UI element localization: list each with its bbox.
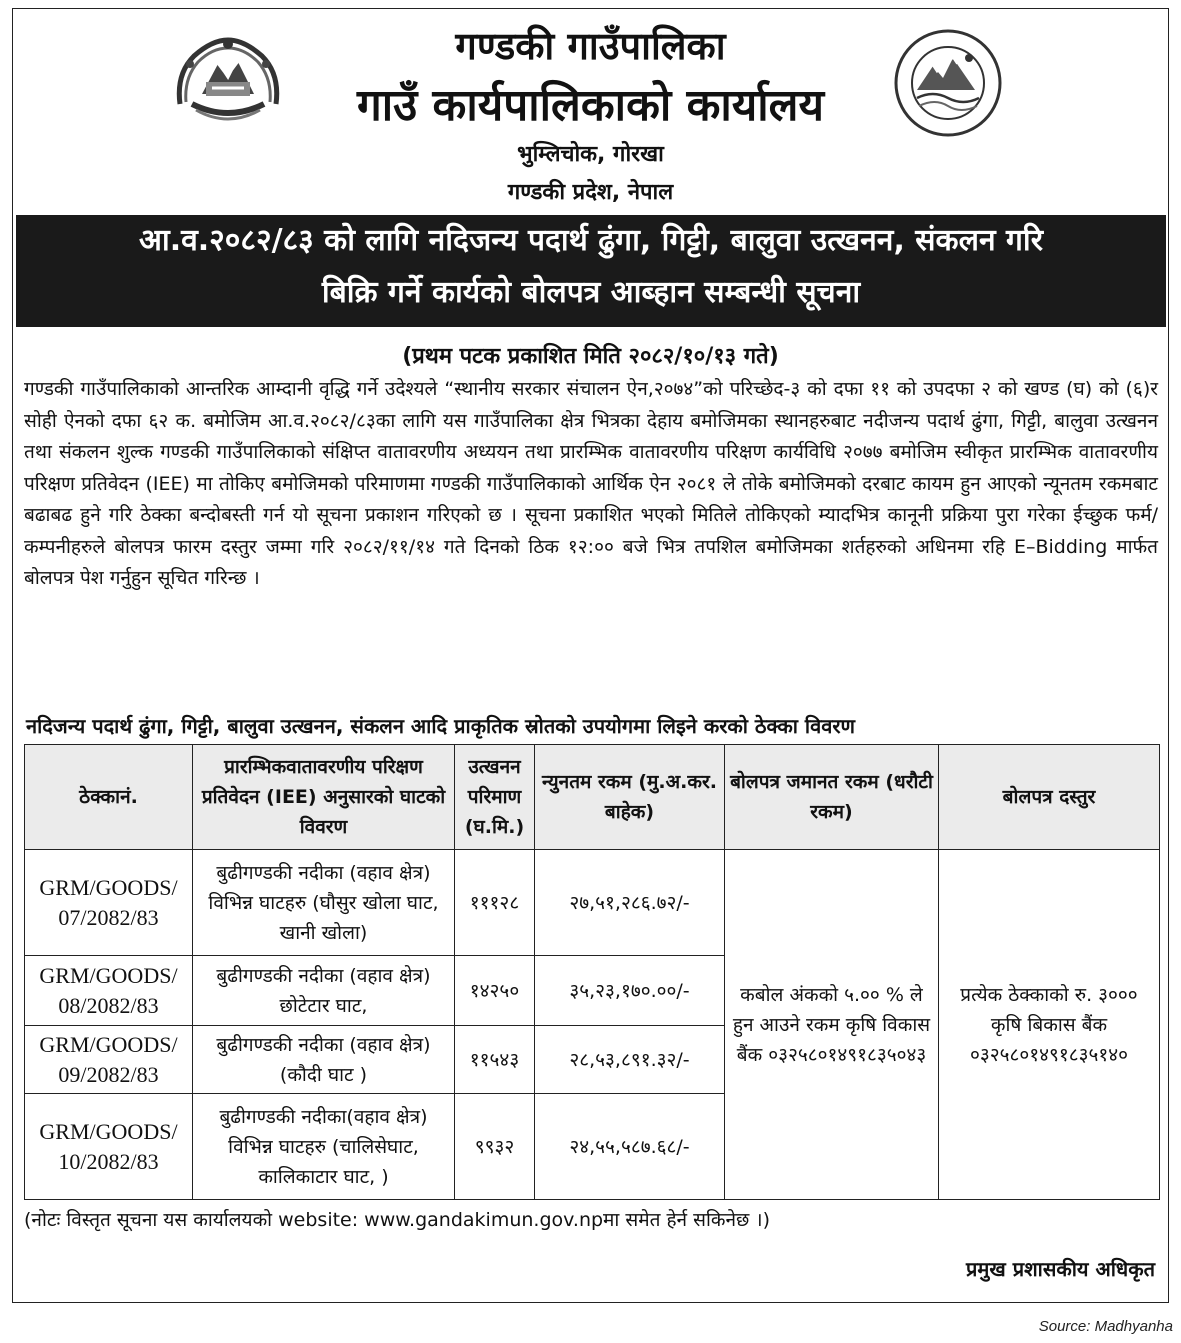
notice-title-banner (16, 215, 1166, 327)
quantity-cell: ९९३२ (455, 1094, 535, 1200)
contract-no-cell: GRM/GOODS/ 09/2082/83 (25, 1026, 193, 1094)
contract-no-cell: GRM/GOODS/ 10/2082/83 (25, 1094, 193, 1200)
min-amount-cell: २४,५५,५८७.६८/- (535, 1094, 725, 1200)
min-amount-cell: ३५,२३,१७०.००/- (535, 956, 725, 1026)
source-credit: Source: Madhyanha (1038, 1318, 1173, 1335)
municipality-name: गण्डकी गाउँपालिका (455, 24, 726, 68)
address-line-2: गण्डकी प्रदेश, नेपाल (507, 180, 674, 205)
address-line-1: भुम्लिचोक, गोरखा (517, 142, 664, 167)
header-min-amount: न्युनतम रकम (मु.अ.कर. बाहेक) (535, 745, 725, 850)
table-row (25, 850, 1160, 956)
location-cell: बुढीगण्डकी नदीका (वहाव क्षेत्र) विभिन्न घाटहरु (घौसुर खोला घाट, खानी खोला) (193, 850, 455, 956)
bid-fee-cell: प्रत्येक ठेक्काको रु. ३००० कृषि बिकास बैंक ०३२५८०१४९१८३५१४० (939, 850, 1160, 1200)
header-contract-no: ठेक्कानं. (25, 745, 193, 850)
quantity-cell: १४२५० (455, 956, 535, 1026)
tender-table (24, 744, 1160, 1200)
publication-date: (प्रथम पटक प्रकाशित मिति २०८२/१०/१३ गते) (402, 344, 779, 369)
notice-title-line-2: बिक्रि गर्ने कार्यको बोलपत्र आब्हान सम्बन्धी सूचना (321, 275, 861, 310)
bid-security-cell: कबोल अंकको ५.०० % ले हुन आउने रकम कृषि विकास बैंक ०३२५८०१४९१८३५०४३ (725, 850, 939, 1200)
header-bid-security: बोलपत्र जमानत रकम (धरौटी रकम) (725, 745, 939, 850)
signoff-officer: प्रमुख प्रशासकीय अधिकृत (966, 1257, 1155, 1281)
quantity-cell: ११५४३ (455, 1026, 535, 1094)
header-quantity: उत्खनन परिमाण (घ.मि.) (455, 745, 535, 850)
table-title: नदिजन्य पदार्थ ढुंगा, गिट्टी, बालुवा उत्खनन, संकलन आदि प्राकृतिक स्रोतको उपयोगमा लिइने करको ठेक्का विवरण (26, 714, 855, 738)
location-cell: बुढीगण्डकी नदीका (वहाव क्षेत्र) (कौदी घाट ) (193, 1026, 455, 1094)
quantity-cell: १११२८ (455, 850, 535, 956)
header-location: प्रारम्भिकवातावरणीय परिक्षण प्रतिवेदन (IEE) अनुसारको घाटको विवरण (193, 745, 455, 850)
table-header-row (25, 745, 1160, 850)
notice-body-paragraph: गण्डकी गाउँपालिकाको आन्तरिक आम्दानी वृद्धि गर्ने उदेश्यले “स्थानीय सरकार संचालन ऐन,२०७४”को परिच्छेद-३ को दफा ११ को उपदफा २ को खण्ड (घ) को (६)र सोही ऐनको दफा ६२ क. बमोजिम आ.व.२०८२/८३का लागि यस गाउँपालिका क्षेत्र भित्रका देहाय बमोजिमका स्थानहरुबाट नदीजन्य पदार्थ ढुंगा, गिट्टी, बालुवा उत्खनन तथा संकलन शुल्क गण्डकी गाउँपालिकाको संक्षिप्त वातावरणीय अध्ययन तथा प्रारम्भिक वातावरणीय परिक्षण कार्यविधि २०७७ बमोजिम स्वीकृत प्रारम्भिक वातावरणीय परिक्षण प्रतिवेदन (IEE) मा तोकिए बमोजिमको परिमाणमा गण्डकी गाउँपालिकाको आर्थिक ऐन २०८१ ले तोके बमोजिमको दरबाट कायम हुन आएको न्यूनतम रकमबाट बढाबढ हुने गरि ठेक्का बन्दोबस्ती गर्न यो सूचना प्रकाशन गरिएको छ । सूचना प्रकाशित भएको मितिले तोकिएको म्यादभित्र कानूनी प्रक्रिया पुरा गरेका ईच्छुक फर्म/कम्पनीहरुले बोलपत्र फारम दस्तुर जम्मा गरि २०८२/११/१४ गते दिनको ठिक १२:०० बजे भित्र तपशिल बमोजिमका शर्तहरुको अधिनमा रहि E–Bidding मार्फत बोलपत्र पेश गर्नुहुन सूचित गरिन्छ । (24, 378, 1158, 589)
office-name: गाउँ कार्यपालिकाको कार्यालय (356, 80, 825, 131)
min-amount-cell: २७,५१,२८६.७२/- (535, 850, 725, 956)
notice-title-line-1: आ.व.२०८२/८३ को लागि नदिजन्य पदार्थ ढुंगा, गिट्टी, बालुवा उत्खनन, संकलन गरि (139, 223, 1043, 258)
location-cell: बुढीगण्डकी नदीका (वहाव क्षेत्र) छोटेटार घाट, (193, 956, 455, 1026)
header-bid-fee: बोलपत्र दस्तुर (939, 745, 1160, 850)
contract-no-cell: GRM/GOODS/ 08/2082/83 (25, 956, 193, 1026)
website-note: (नोटः विस्तृत सूचना यस कार्यालयको website: www.gandakimun.gov.npमा समेत हेर्न सकिनेछ ।) (24, 1209, 771, 1231)
contract-no-cell: GRM/GOODS/ 07/2082/83 (25, 850, 193, 956)
min-amount-cell: २८,५३,८९१.३२/- (535, 1026, 725, 1094)
location-cell: बुढीगण्डकी नदीका(वहाव क्षेत्र) विभिन्न घाटहरु (चालिसेघाट, कालिकाटार घाट, ) (193, 1094, 455, 1200)
